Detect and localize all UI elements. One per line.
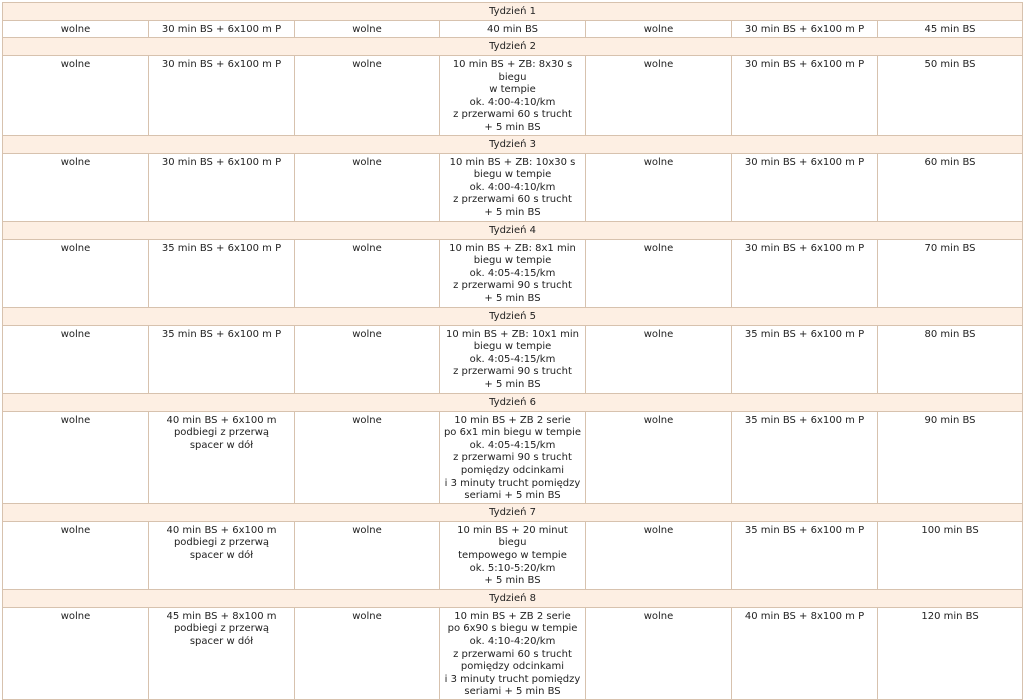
day-cell: 10 min BS + ZB: 10x1 min biegu w tempie ok. 4:05-4:15/km z przerwami 90 s trucht + 5 min BS — [440, 325, 586, 393]
day-cell: wolne — [295, 607, 440, 699]
day-cell: 30 min BS + 6x100 m P — [732, 239, 878, 307]
day-cell: 100 min BS — [878, 521, 1023, 589]
day-cell: 45 min BS — [878, 21, 1023, 38]
day-cell: 35 min BS + 6x100 m P — [149, 325, 295, 393]
week-days-row — [3, 21, 1023, 38]
week-label: Tydzień 7 — [3, 503, 1023, 521]
day-cell: 10 min BS + 20 minut biegu tempowego w tempie ok. 5:10-5:20/km + 5 min BS — [440, 521, 586, 589]
day-cell: wolne — [295, 325, 440, 393]
day-cell: 50 min BS — [878, 56, 1023, 136]
day-cell: wolne — [586, 411, 732, 503]
day-cell: wolne — [3, 153, 149, 221]
week-header-row — [3, 221, 1023, 239]
day-cell: 35 min BS + 6x100 m P — [732, 325, 878, 393]
training-plan-table — [2, 2, 1023, 700]
week-header-row — [3, 589, 1023, 607]
day-cell: 10 min BS + ZB: 8x1 min biegu w tempie ok. 4:05-4:15/km z przerwami 90 s trucht + 5 min BS — [440, 239, 586, 307]
day-cell: wolne — [586, 521, 732, 589]
week-days-row — [3, 607, 1023, 699]
day-cell: 90 min BS — [878, 411, 1023, 503]
day-cell: 40 min BS + 6x100 m podbiegi z przerwą spacer w dół — [149, 411, 295, 503]
day-cell: 35 min BS + 6x100 m P — [149, 239, 295, 307]
day-cell: wolne — [3, 21, 149, 38]
day-cell: 10 min BS + ZB: 10x30 s biegu w tempie ok. 4:00-4:10/km z przerwami 60 s trucht + 5 min BS — [440, 153, 586, 221]
week-header-row — [3, 307, 1023, 325]
day-cell: 60 min BS — [878, 153, 1023, 221]
week-header-row — [3, 38, 1023, 56]
week-header-row — [3, 393, 1023, 411]
week-label: Tydzień 6 — [3, 393, 1023, 411]
day-cell: 45 min BS + 8x100 m podbiegi z przerwą spacer w dół — [149, 607, 295, 699]
day-cell: 35 min BS + 6x100 m P — [732, 521, 878, 589]
day-cell: wolne — [586, 21, 732, 38]
day-cell: wolne — [3, 521, 149, 589]
week-label: Tydzień 2 — [3, 38, 1023, 56]
day-cell: 30 min BS + 6x100 m P — [732, 56, 878, 136]
day-cell: 30 min BS + 6x100 m P — [149, 153, 295, 221]
day-cell: 30 min BS + 6x100 m P — [149, 21, 295, 38]
day-cell: 10 min BS + ZB 2 serie po 6x1 min biegu w tempie ok. 4:05-4:15/km z przerwami 90 s trucht pomiędzy odcinkami i 3 minuty trucht pomiędzy seriami + 5 min BS — [440, 411, 586, 503]
day-cell: 10 min BS + ZB: 8x30 s biegu w tempie ok. 4:00-4:10/km z przerwami 60 s trucht + 5 min BS — [440, 56, 586, 136]
day-cell: 120 min BS — [878, 607, 1023, 699]
day-cell: wolne — [3, 325, 149, 393]
week-days-row — [3, 411, 1023, 503]
week-label: Tydzień 1 — [3, 3, 1023, 21]
day-cell: wolne — [3, 411, 149, 503]
day-cell: 30 min BS + 6x100 m P — [732, 153, 878, 221]
week-header-row — [3, 3, 1023, 21]
week-label: Tydzień 5 — [3, 307, 1023, 325]
day-cell: 40 min BS — [440, 21, 586, 38]
day-cell: 70 min BS — [878, 239, 1023, 307]
day-cell: wolne — [586, 325, 732, 393]
week-days-row — [3, 325, 1023, 393]
day-cell: wolne — [295, 239, 440, 307]
day-cell: wolne — [3, 56, 149, 136]
day-cell: 30 min BS + 6x100 m P — [149, 56, 295, 136]
day-cell: 30 min BS + 6x100 m P — [732, 21, 878, 38]
week-label: Tydzień 3 — [3, 135, 1023, 153]
week-label: Tydzień 4 — [3, 221, 1023, 239]
day-cell: wolne — [586, 153, 732, 221]
week-days-row — [3, 153, 1023, 221]
day-cell: wolne — [295, 521, 440, 589]
day-cell: 10 min BS + ZB 2 serie po 6x90 s biegu w tempie ok. 4:10-4:20/km z przerwami 60 s trucht pomiędzy odcinkami i 3 minuty trucht pomiędzy seriami + 5 min BS — [440, 607, 586, 699]
training-plan-body — [3, 3, 1023, 700]
day-cell: wolne — [586, 56, 732, 136]
week-header-row — [3, 135, 1023, 153]
day-cell: 40 min BS + 8x100 m P — [732, 607, 878, 699]
week-label: Tydzień 8 — [3, 589, 1023, 607]
week-days-row — [3, 521, 1023, 589]
day-cell: 40 min BS + 6x100 m podbiegi z przerwą spacer w dół — [149, 521, 295, 589]
day-cell: wolne — [295, 21, 440, 38]
day-cell: wolne — [295, 153, 440, 221]
day-cell: wolne — [586, 239, 732, 307]
day-cell: wolne — [295, 56, 440, 136]
week-days-row — [3, 239, 1023, 307]
day-cell: wolne — [3, 607, 149, 699]
day-cell: wolne — [3, 239, 149, 307]
day-cell: wolne — [295, 411, 440, 503]
day-cell: 80 min BS — [878, 325, 1023, 393]
week-header-row — [3, 503, 1023, 521]
day-cell: wolne — [586, 607, 732, 699]
day-cell: 35 min BS + 6x100 m P — [732, 411, 878, 503]
week-days-row — [3, 56, 1023, 136]
